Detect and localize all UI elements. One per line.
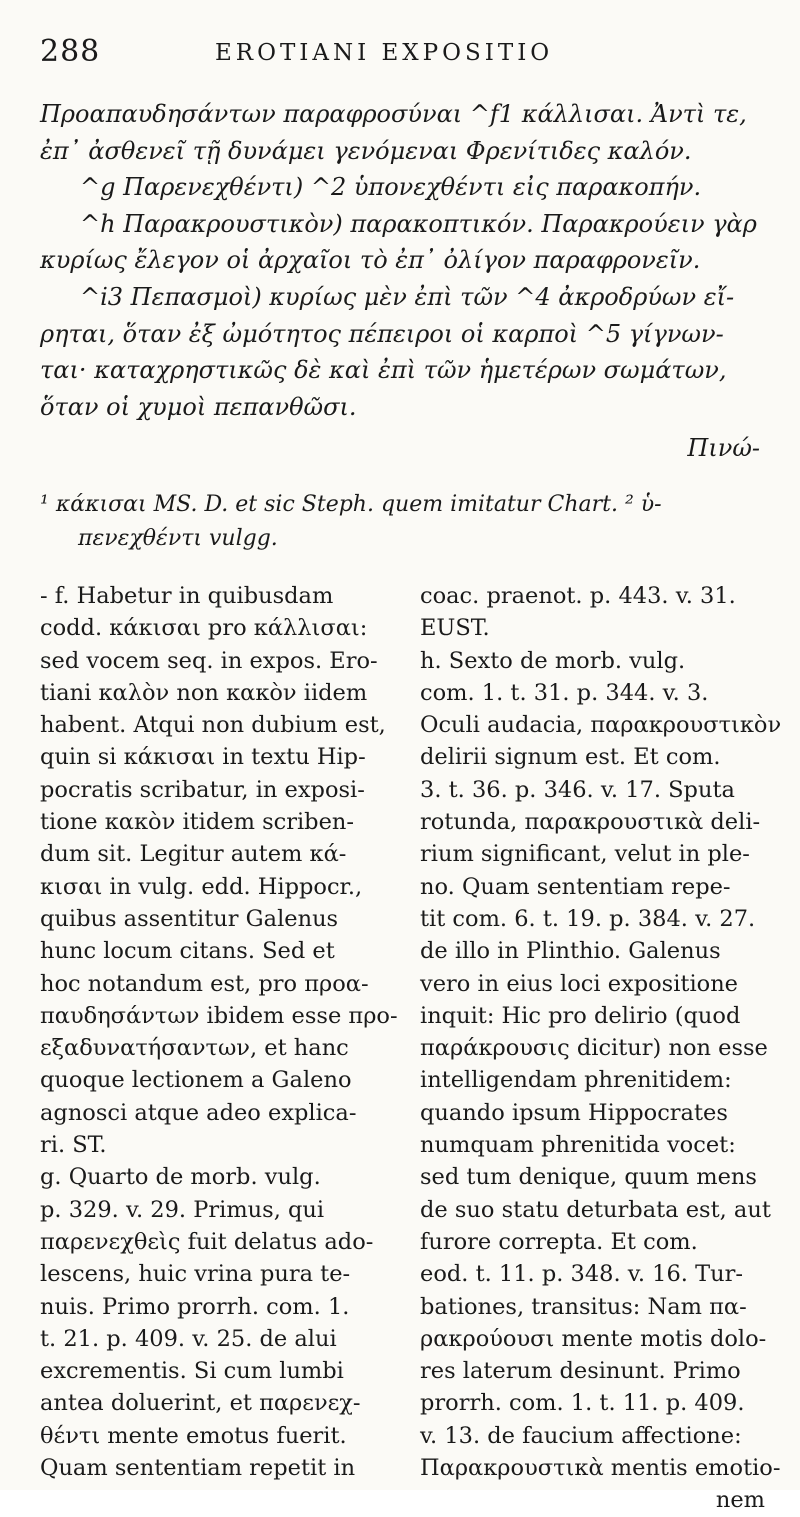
commentary-line: habent. Atqui non dubium est,: [40, 712, 386, 739]
commentary-line: v. 13. de faucium affectione:: [420, 1422, 742, 1449]
commentary-line: ri. ST.: [40, 1132, 107, 1159]
commentary-line: rotunda, παρακρουστικὰ deli-: [420, 809, 761, 836]
greek-line: ὅταν οἱ χυμοὶ πεπανθῶσι.: [40, 392, 357, 421]
commentary-line: nuis. Primo prorrh. com. 1.: [40, 1293, 350, 1320]
commentary-line: 3. t. 36. p. 346. v. 17. Sputa: [420, 776, 735, 803]
commentary-line: delirii signum est. Et com.: [420, 744, 721, 771]
commentary-line: sed vocem seq. in expos. Ero-: [40, 647, 378, 674]
commentary-line: agnosci atque adeo explica-: [40, 1099, 357, 1126]
commentary-line: com. 1. t. 31. p. 344. v. 3.: [420, 679, 709, 706]
commentary-line: εξαδυνατήσαντων, et hanc: [40, 1035, 349, 1062]
commentary-line: codd. κάκισαι pro κάλλισαι:: [40, 615, 368, 642]
greek-line: ἐπ᾽ ἀσθενεῖ τῇ δυνάμει γενόμεναι Φρενίτιδες καλόν.: [40, 136, 692, 165]
commentary-line: t. 21. p. 409. v. 25. de alui: [40, 1325, 337, 1352]
commentary-line: quin si κάκισαι in textu Hip-: [40, 744, 366, 771]
commentary-line: g. Quarto de morb. vulg.: [40, 1164, 321, 1191]
commentary-line: quoque lectionem a Galeno: [40, 1067, 352, 1094]
apparatus-line: ¹ κάκισαι MS. D. et sic Steph. quem imitatur Chart. ² ὑ-: [40, 492, 662, 517]
running-head: EROTIANI EXPOSITIO: [215, 40, 554, 66]
commentary-line: coac. praenot. p. 443. v. 31.: [420, 583, 736, 609]
catchword: Πινώ-: [687, 434, 760, 462]
commentary-line: hunc locum citans. Sed et: [40, 938, 335, 965]
commentary-line: p. 329. v. 29. Primus, qui: [40, 1196, 325, 1223]
greek-line: ρηται, ὅταν ἐξ ὠμότητος πέπειροι οἱ καρποὶ ^5 γίγνων-: [40, 319, 724, 348]
commentary-line: furore correpta. Et com.: [420, 1228, 698, 1255]
page-number: 288: [40, 34, 101, 69]
commentary-line: tiani καλὸν non κακὸν iidem: [40, 679, 368, 706]
commentary-line: quando ipsum Hippocrates: [420, 1099, 728, 1126]
commentary-line: res laterum desinunt. Primo: [420, 1358, 741, 1385]
commentary-line: sed tum denique, quum mens: [420, 1164, 757, 1191]
commentary-right-column: [420, 580, 782, 1517]
commentary-line: no. Quam sententiam repe-: [420, 873, 731, 900]
commentary-line: - f. Habetur in quibusdam: [40, 583, 334, 609]
commentary-line: h. Sexto de morb. vulg.: [420, 647, 686, 674]
commentary-line: rium significant, velut in ple-: [420, 841, 750, 868]
commentary-line: antea doluerint, et παρενεχ-: [40, 1390, 361, 1417]
commentary-line: παράκρουσις dicitur) non esse: [420, 1035, 768, 1062]
commentary-line: Oculi audacia, παρακρουστικὸν: [420, 712, 782, 739]
commentary-line: EUST.: [420, 615, 490, 642]
greek-line: ^h Παρακρουστικὸν) παρακοπτικόν. Παρακρούειν γὰρ: [80, 209, 757, 238]
commentary-line: tione κακὸν itidem scriben-: [40, 809, 354, 836]
greek-line: ται· καταχρηστικῶς δὲ καὶ ἐπὶ τῶν ἡμετέρων σωμάτων,: [40, 356, 727, 385]
commentary-line: hoc notandum est, pro προα-: [40, 970, 369, 997]
greek-line: κυρίως ἔλεγον οἱ ἀρχαῖοι τὸ ἐπ᾽ ὀλίγον παραφρονεῖν.: [40, 246, 701, 275]
commentary-line: eod. t. 11. p. 348. v. 16. Tur-: [420, 1261, 743, 1288]
critical-apparatus: [40, 488, 760, 556]
commentary-line: dum sit. Legitur autem κά-: [40, 841, 347, 868]
commentary-line: ρακρούουσι mente motis dolo-: [420, 1325, 767, 1352]
greek-line: Προαπαυδησάντων παραφροσύναι ^f1 κάλλισαι. Ἀντὶ τε,: [40, 100, 747, 128]
commentary-left-column: [40, 580, 398, 1484]
commentary-line: pocratis scribatur, in exposi-: [40, 776, 365, 803]
commentary-line: Παρακρουστικὰ mentis emotio-: [420, 1455, 781, 1482]
commentary-line: lescens, huic vrina pura te-: [40, 1261, 351, 1288]
commentary-line: vero in eius loci expositione: [420, 970, 738, 997]
commentary-line: bationes, transitus: Nam πα-: [420, 1293, 747, 1320]
apparatus-line: πενεχθέντι vulgg.: [78, 526, 278, 551]
commentary-line: inquit: Hic pro delirio (quod: [420, 1002, 741, 1029]
commentary-line: παρενεχθεὶς fuit delatus ado-: [40, 1228, 374, 1255]
greek-line: ^i3 Πεπασμοὶ) κυρίως μὲν ἐπὶ τῶν ^4 ἀκροδρύων εἴ-: [80, 282, 735, 311]
commentary-line: de suo statu deturbata est, aut: [420, 1196, 771, 1223]
commentary-line: nem: [715, 1487, 765, 1514]
commentary-line: intelligendam phrenitidem:: [420, 1067, 732, 1094]
commentary-line: de illo in Plinthio. Galenus: [420, 938, 721, 965]
commentary-line: κισαι in vulg. edd. Hippocr.,: [40, 873, 363, 900]
page-header: [40, 34, 770, 74]
commentary-line: excrementis. Si cum lumbi: [40, 1358, 344, 1385]
commentary-line: quibus assentitur Galenus: [40, 905, 339, 932]
commentary-line: prorrh. com. 1. t. 11. p. 409.: [420, 1390, 745, 1417]
commentary-line: παυδησάντων ibidem esse προ-: [40, 1002, 398, 1029]
greek-main-text: [40, 96, 760, 425]
commentary-line: θέντι mente emotus fuerit.: [40, 1422, 347, 1449]
greek-line: ^g Παρενεχθέντι) ^2 ὑπονεχθέντι εἰς παρακοπήν.: [80, 173, 702, 202]
commentary-line: Quam sententiam repetit in: [40, 1455, 356, 1482]
commentary-line: tit com. 6. t. 19. p. 384. v. 27.: [420, 905, 756, 932]
commentary-line: numquam phrenitida vocet:: [420, 1132, 736, 1159]
